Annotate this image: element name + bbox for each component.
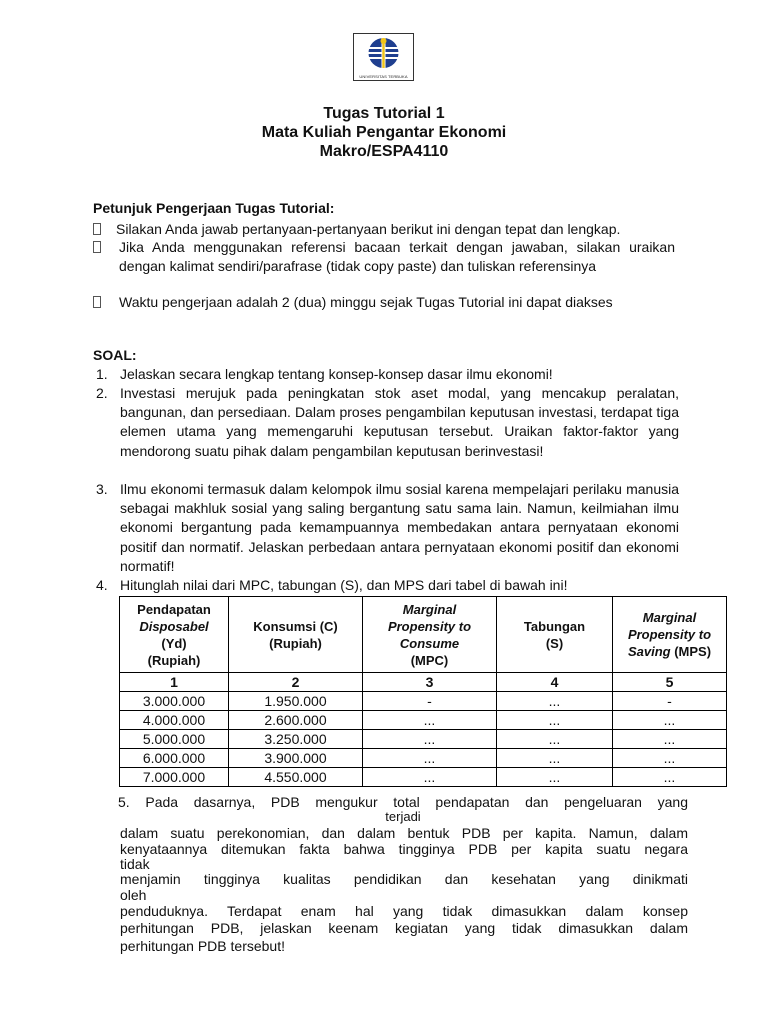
title-line-1: Tugas Tutorial 1 <box>323 105 445 122</box>
table-cell: - <box>613 692 727 711</box>
column-index: 2 <box>229 673 363 692</box>
logo-caption: UNIVERSITAS TERBUKA <box>359 74 408 79</box>
question-number: 4. <box>96 577 108 593</box>
table-header-row <box>120 597 727 673</box>
question-5-line: terjadi <box>385 808 421 824</box>
header-text: Marginal <box>642 610 697 625</box>
title-line-2: Mata Kuliah Pengantar Ekonomi <box>261 124 507 141</box>
instruction-item <box>93 293 675 312</box>
instruction-text: Silakan Anda jawab pertanyaan-pertanyaan berikut ini dengan tepat dan lengkap. <box>116 221 621 237</box>
instruction-item <box>93 220 675 239</box>
bullet-box-icon <box>93 241 101 253</box>
table-cell: 7.000.000 <box>120 768 229 787</box>
table-cell: 3.250.000 <box>229 730 363 749</box>
header-text: Marginal <box>402 601 457 617</box>
table-row <box>120 749 727 768</box>
header-text: (MPS) <box>670 644 712 659</box>
column-index: 4 <box>497 673 613 692</box>
question-5-body <box>120 826 688 955</box>
university-logo <box>353 33 414 81</box>
mpc-mps-table <box>119 596 727 787</box>
question-5-line: 5. Pada dasarnya, PDB mengukur total pendapatan dan pengeluaran yang <box>118 794 688 810</box>
question-5-line: perhitungan PDB, jelaskan keenam kegiatan yang tidak dimasukkan dalam <box>120 919 688 936</box>
header-mpc <box>363 597 497 673</box>
table-row <box>120 768 727 787</box>
table-cell: 4.550.000 <box>229 768 363 787</box>
question-text: Investasi merujuk pada peningkatan stok aset modal, yang mencakup peralatan, bangunan, dan persediaan. Dalam proses pengambilan keputusan investasi, terdapat tiga elemen utama yang memengaruhi keputusan tersebut. Uraikan faktor-faktor yang mendorong suatu pihak dalam pengambilan keputusan berinvestasi! <box>120 385 679 459</box>
header-text: Saving <box>627 644 671 659</box>
table-cell: 3.000.000 <box>120 692 229 711</box>
globe-emblem-icon <box>354 34 413 74</box>
header-mps <box>613 597 727 673</box>
title-line-3: Makro/ESPA4110 <box>319 143 449 160</box>
question-item <box>93 576 679 595</box>
table-cell: 1.950.000 <box>229 692 363 711</box>
question-5-line: dalam suatu perekonomian, dan dalam bentuk PDB per kapita. Namun, dalam <box>120 825 688 841</box>
document-title <box>180 104 588 161</box>
question-5-line: penduduknya. Terdapat enam hal yang tidak dimasukkan dalam konsep <box>120 902 688 919</box>
table-cell: ... <box>363 749 497 768</box>
column-index: 5 <box>613 673 727 692</box>
table-cell: ... <box>613 749 727 768</box>
question-5-line: tidak <box>120 856 150 872</box>
question-5-line: oleh <box>120 886 147 903</box>
table-cell: ... <box>497 711 613 730</box>
table-cell: - <box>363 692 497 711</box>
question-number: 2. <box>96 385 108 401</box>
table-cell: ... <box>613 768 727 787</box>
column-index-row <box>120 673 727 692</box>
header-disposable-income <box>120 597 229 673</box>
question-number: 3. <box>96 481 108 497</box>
table-cell: ... <box>363 711 497 730</box>
question-text: Jelaskan secara lengkap tentang konsep-konsep dasar ilmu ekonomi! <box>120 366 553 382</box>
header-text: (Yd) <box>161 635 187 651</box>
question-5 <box>118 795 688 823</box>
header-text: Disposabel <box>139 618 209 634</box>
header-consumption <box>229 597 363 673</box>
question-5-line: menjamin tingginya kualitas pendidikan dan kesehatan yang dinikmati <box>120 871 688 887</box>
header-text: Consume <box>399 635 460 651</box>
table-cell: 2.600.000 <box>229 711 363 730</box>
header-savings <box>497 597 613 673</box>
question-item <box>93 384 679 461</box>
table-cell: 4.000.000 <box>120 711 229 730</box>
question-item <box>93 365 679 384</box>
header-text: Propensity to <box>627 627 712 642</box>
table-row <box>120 730 727 749</box>
instruction-text: Waktu pengerjaan adalah 2 (dua) minggu sejak Tugas Tutorial ini dapat diakses <box>119 294 613 310</box>
bullet-box-icon <box>93 223 101 235</box>
table-cell: ... <box>613 730 727 749</box>
column-index: 3 <box>363 673 497 692</box>
table-cell: ... <box>613 711 727 730</box>
header-text: Konsumsi (C) <box>253 618 338 634</box>
table-cell: ... <box>497 768 613 787</box>
instruction-item <box>93 238 675 275</box>
header-text: Propensity to <box>387 618 472 634</box>
table-row <box>120 711 727 730</box>
header-text: (S) <box>545 635 564 651</box>
instructions-heading: Petunjuk Pengerjaan Tugas Tutorial: <box>93 200 335 216</box>
table-cell: ... <box>497 692 613 711</box>
header-text: (Rupiah) <box>147 652 201 668</box>
header-text: (MPC) <box>410 652 449 668</box>
question-5-line: perhitungan PDB tersebut! <box>120 937 285 954</box>
header-text: Pendapatan <box>137 601 211 617</box>
column-index: 1 <box>120 673 229 692</box>
instruction-text: Jika Anda menggunakan referensi bacaan terkait dengan jawaban, silakan uraikan dengan kalimat sendiri/parafrase (tidak copy paste) dan tuliskan referensinya <box>119 239 675 274</box>
table-cell: 6.000.000 <box>120 749 229 768</box>
table-cell: ... <box>363 768 497 787</box>
bullet-box-icon <box>93 296 101 308</box>
question-item <box>93 480 679 576</box>
question-text: Hitunglah nilai dari MPC, tabungan (S), dan MPS dari tabel di bawah ini! <box>120 577 568 593</box>
soal-heading: SOAL: <box>93 347 137 363</box>
header-text: Tabungan <box>523 618 586 634</box>
question-5-line: kenyataannya ditemukan fakta bahwa tingginya PDB per kapita suatu negara <box>120 840 688 857</box>
table-cell: ... <box>363 730 497 749</box>
table-cell: ... <box>497 730 613 749</box>
table-cell: ... <box>497 749 613 768</box>
question-text: Ilmu ekonomi termasuk dalam kelompok ilmu sosial karena mempelajari perilaku manusia sebagai makhluk sosial yang saling bergantung satu sama lain. Namun, keilmiahan ilmu ekonomi bergantung pada kemampuannya membedakan antara pernyataan ekonomi positif dan normatif. Jelaskan perbedaan antara pernyataan ekonomi positif dan ekonomi normatif! <box>120 481 679 574</box>
table-row <box>120 692 727 711</box>
header-text: (Rupiah) <box>269 635 322 651</box>
question-number: 1. <box>96 366 108 382</box>
table-cell: 5.000.000 <box>120 730 229 749</box>
table-cell: 3.900.000 <box>229 749 363 768</box>
